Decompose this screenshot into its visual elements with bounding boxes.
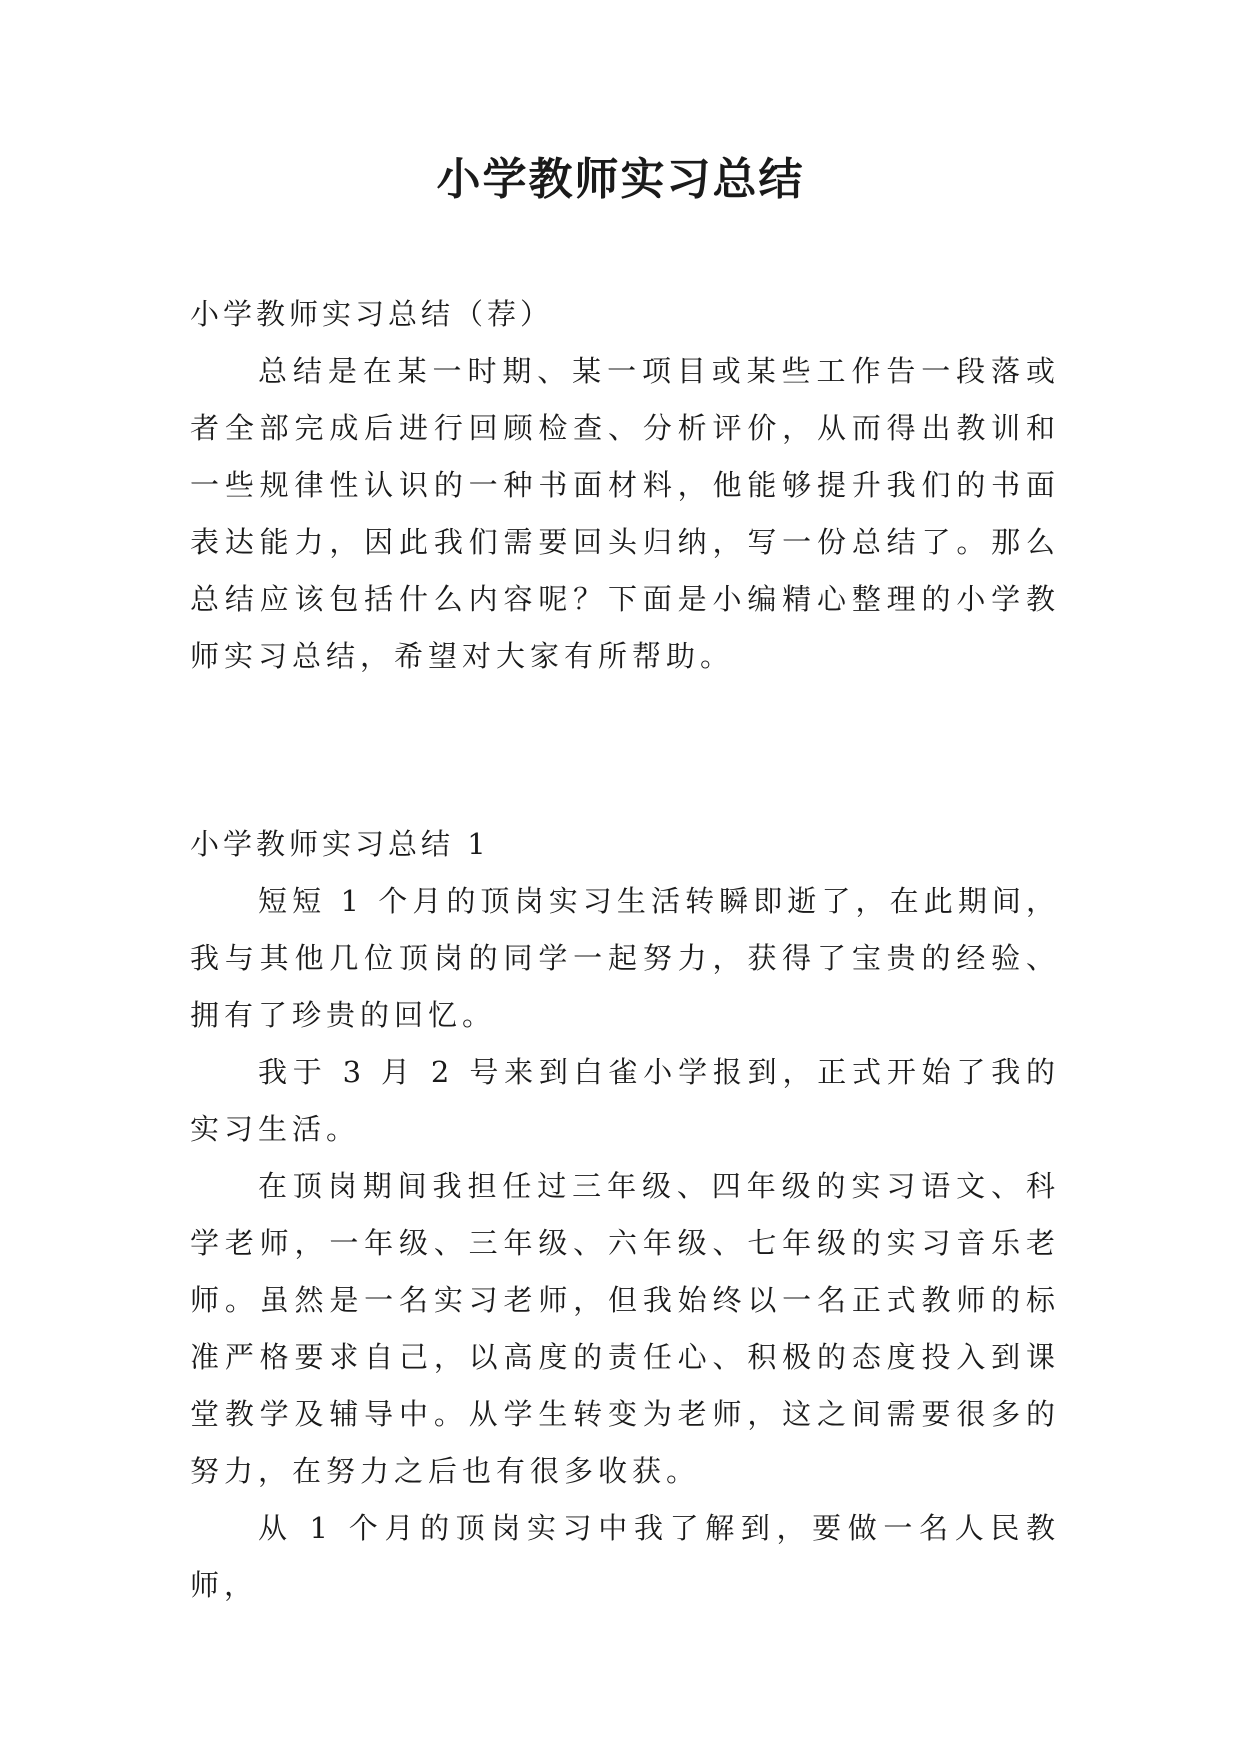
section-1-paragraph: 在顶岗期间我担任过三年级、四年级的实习语文、科学老师，一年级、三年级、六年级、七年级的实习音乐老师。虽然是一名实习老师，但我始终以一名正式教师的标准严格要求自己，以高度的责任心、积极的态度投入到课堂教学及辅导中。从学生转变为老师，这之间需要很多的努力，在努力之后也有很多收获。	[190, 1169, 1060, 1488]
document-title: 小学教师实习总结	[436, 154, 805, 205]
intro-heading: 小学教师实习总结（荐）	[190, 297, 554, 331]
section-1	[190, 816, 1060, 1614]
section-1-paragraph: 我于 3 月 2 号来到白雀小学报到，正式开始了我的实习生活。	[190, 1055, 1060, 1146]
section-1-paragraph: 短短 1 个月的顶岗实习生活转瞬即逝了，在此期间，我与其他几位顶岗的同学一起努力，获得了宝贵的经验、拥有了珍贵的回忆。	[190, 884, 1060, 1032]
intro-paragraph: 总结是在某一时期、某一项目或某些工作告一段落或者全部完成后进行回顾检查、分析评价，从而得出教训和一些规律性认识的一种书面材料，他能够提升我们的书面表达能力，因此我们需要回头归纳，写一份总结了。那么总结应该包括什么内容呢？下面是小编精心整理的小学教师实习总结，希望对大家有所帮助。	[190, 354, 1060, 673]
section-1-heading: 小学教师实习总结 1	[190, 827, 490, 861]
intro-section	[190, 286, 1060, 685]
section-1-paragraph: 从 1 个月的顶岗实习中我了解到，要做一名人民教师，	[190, 1511, 1060, 1602]
